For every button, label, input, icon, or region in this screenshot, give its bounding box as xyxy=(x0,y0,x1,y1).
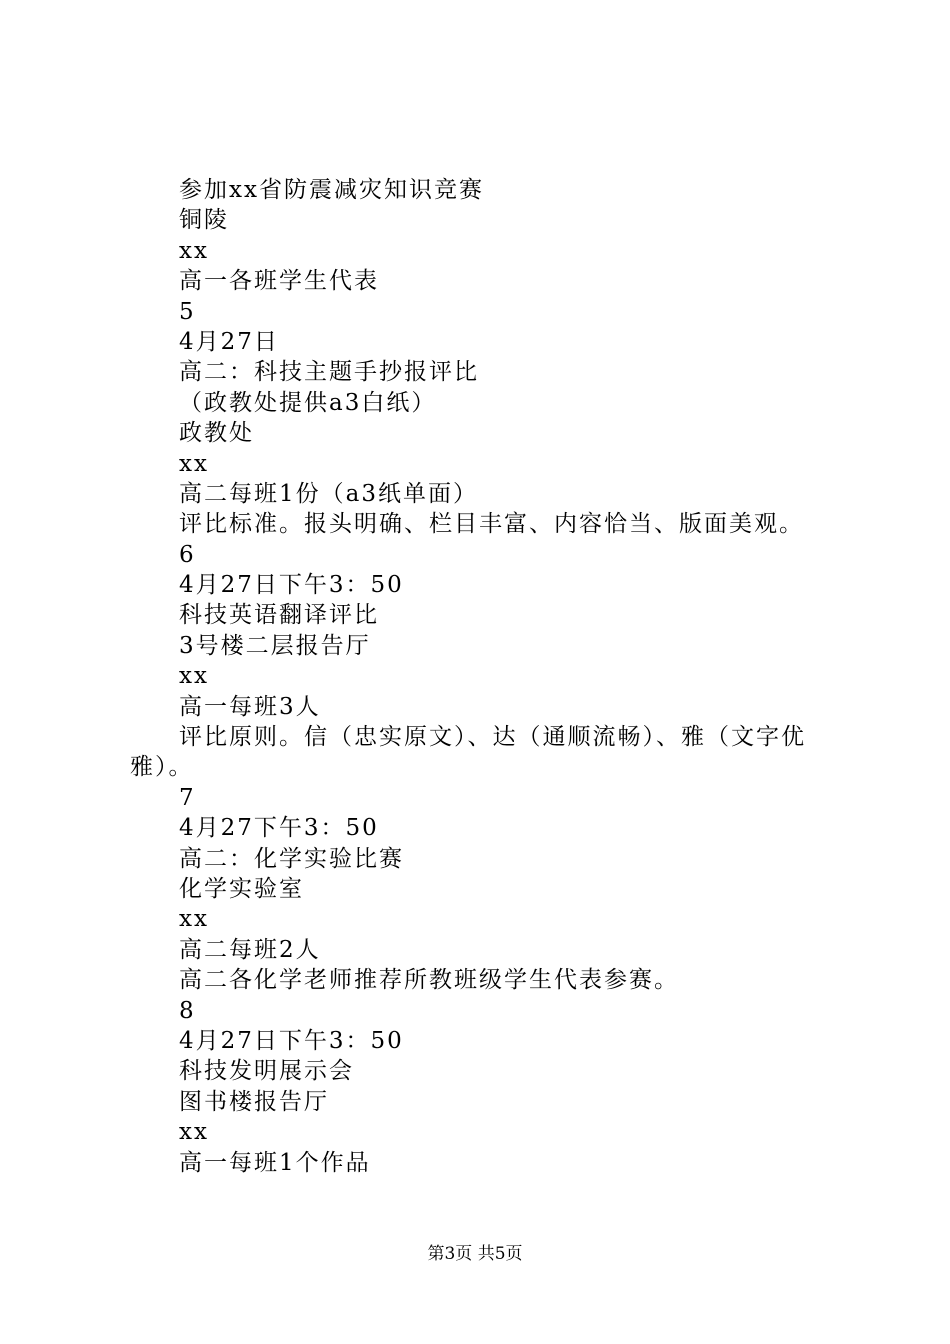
text-line: 高二每班1份（a3纸单面） xyxy=(179,480,478,507)
text-line: 高二各化学老师推荐所教班级学生代表参赛。 xyxy=(179,967,679,994)
text-line: xx xyxy=(179,906,209,933)
text-line: 高一各班学生代表 xyxy=(179,268,379,295)
text-paragraph: 评比原则。信（忠实原文）、达（通顺流畅）、雅（文字优雅）。 xyxy=(130,724,806,781)
text-line: 高一每班3人 xyxy=(179,693,321,720)
text-line: 4月27日 xyxy=(179,328,279,355)
text-line: 参加xx省防震减灾知识竞赛 xyxy=(179,177,484,203)
text-line: 科技英语翻译评比 xyxy=(179,602,379,629)
text-line: 4月27日下午3：50 xyxy=(179,572,404,599)
text-line: 3号楼二层报告厅 xyxy=(179,632,371,659)
text-line: 评比标准。报头明确、栏目丰富、内容恰当、版面美观。 xyxy=(179,511,804,538)
text-line: （政教处提供a3白纸） xyxy=(179,389,437,416)
text-line: 高一每班1个作品 xyxy=(179,1149,371,1176)
text-line: 高二：化学实验比赛 xyxy=(179,845,404,872)
text-line: 8 xyxy=(179,997,196,1024)
text-line: 4月27下午3：50 xyxy=(179,815,379,842)
text-line: 6 xyxy=(179,541,196,568)
text-line: xx xyxy=(179,663,209,690)
text-line: 政教处 xyxy=(179,420,254,447)
text-line: xx xyxy=(179,450,209,477)
text-line: xx xyxy=(179,1119,209,1146)
text-line: 高二：科技主题手抄报评比 xyxy=(179,359,479,386)
text-line: 4月27日下午3：50 xyxy=(179,1027,404,1054)
text-line: 高二每班2人 xyxy=(179,936,321,963)
text-line: 5 xyxy=(179,298,196,325)
text-line: 7 xyxy=(179,784,196,811)
text-line: 化学实验室 xyxy=(179,876,304,903)
page-number-footer: 第3页 共5页 xyxy=(427,1244,523,1264)
document-body xyxy=(130,175,830,1178)
text-line: xx xyxy=(179,237,209,264)
text-line: 铜陵 xyxy=(179,207,229,234)
text-line: 科技发明展示会 xyxy=(179,1058,354,1085)
text-line: 图书楼报告厅 xyxy=(179,1088,329,1115)
